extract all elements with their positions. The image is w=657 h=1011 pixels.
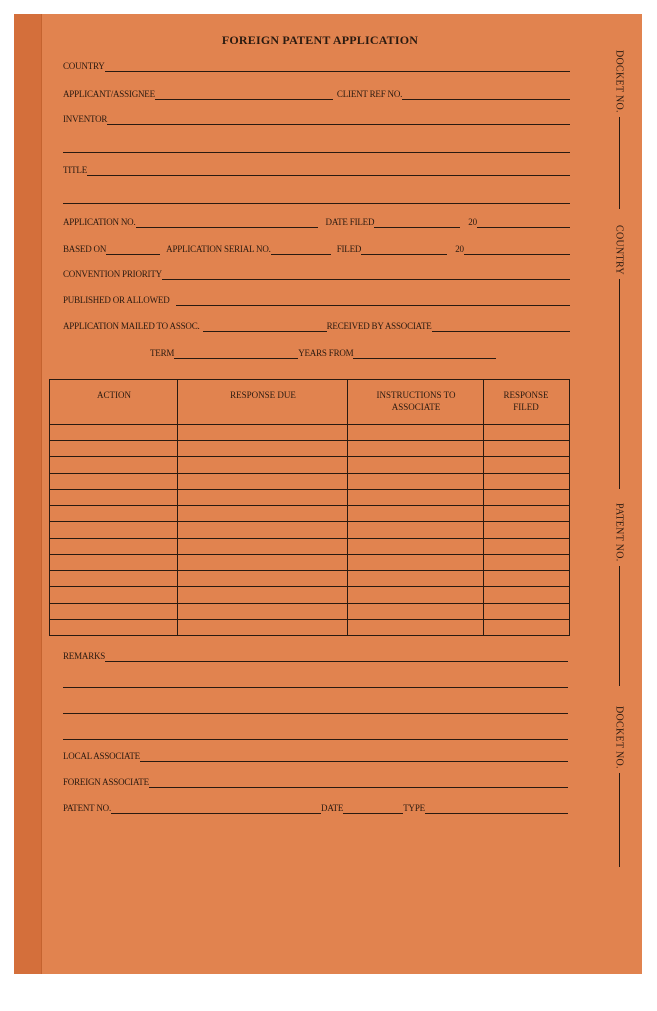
year-prefix-2: 20 xyxy=(455,244,464,254)
application-mailed-blank[interactable] xyxy=(203,320,327,332)
date-filed-label: DATE FILED xyxy=(325,217,375,227)
published-or-allowed-label: PUBLISHED OR ALLOWED xyxy=(63,295,170,305)
application-no-field[interactable] xyxy=(63,216,570,228)
table-column-divider xyxy=(177,380,178,635)
term-blank[interactable] xyxy=(174,347,298,359)
application-no-blank[interactable] xyxy=(136,216,318,228)
side-label-docket-top: DOCKET NO. xyxy=(613,50,625,113)
side-docket-bottom[interactable] xyxy=(612,706,626,876)
client-ref-blank[interactable] xyxy=(402,88,570,100)
side-label-patent-no: PATENT NO. xyxy=(613,503,625,562)
applicant-label: APPLICANT/ASSIGNEE xyxy=(63,89,155,99)
remarks-line[interactable] xyxy=(63,713,568,714)
table-row[interactable] xyxy=(50,603,569,604)
remarks-blank[interactable] xyxy=(105,650,568,662)
received-by-associate-blank[interactable] xyxy=(432,320,570,332)
convention-priority-blank[interactable] xyxy=(162,268,570,280)
date-label: DATE xyxy=(321,803,344,813)
title-field[interactable] xyxy=(63,164,570,176)
form-title: FOREIGN PATENT APPLICATION xyxy=(221,33,419,47)
application-mailed-field[interactable] xyxy=(63,320,570,332)
side-patent-no-line[interactable] xyxy=(619,566,620,686)
application-no-label: APPLICATION NO. xyxy=(63,217,136,227)
patent-no-blank[interactable] xyxy=(111,802,321,814)
based-on-blank[interactable] xyxy=(106,243,160,255)
remarks-line[interactable] xyxy=(63,687,568,688)
table-row[interactable] xyxy=(50,505,569,506)
date-filed-blank[interactable] xyxy=(374,216,460,228)
table-column-divider xyxy=(483,380,484,635)
type-blank[interactable] xyxy=(425,802,568,814)
inventor-field[interactable] xyxy=(63,113,570,125)
action-table xyxy=(49,379,570,636)
local-associate-field[interactable] xyxy=(63,750,568,762)
patent-no-field[interactable] xyxy=(63,802,568,814)
table-row[interactable] xyxy=(50,619,569,620)
applicant-blank[interactable] xyxy=(155,88,333,100)
remarks-line[interactable] xyxy=(63,739,568,740)
side-patent-no[interactable] xyxy=(612,503,626,701)
based-on-label: BASED ON xyxy=(63,244,107,254)
local-associate-blank[interactable] xyxy=(140,750,568,762)
year-prefix-1: 20 xyxy=(468,217,477,227)
title-blank[interactable] xyxy=(87,164,570,176)
published-or-allowed-field[interactable] xyxy=(63,294,570,306)
table-header-action: ACTION xyxy=(97,390,131,400)
side-country[interactable] xyxy=(612,225,626,497)
year-blank-1[interactable] xyxy=(477,216,570,228)
table-row[interactable] xyxy=(50,456,569,457)
filed-label: FILED xyxy=(336,244,362,254)
side-docket-top-line[interactable] xyxy=(619,117,620,209)
years-from-blank[interactable] xyxy=(353,347,496,359)
years-from-label: YEARS FROM xyxy=(298,348,354,358)
application-mailed-label: APPLICATION MAILED TO ASSOC. xyxy=(63,321,200,331)
side-country-line[interactable] xyxy=(619,279,620,489)
inventor-blank[interactable] xyxy=(107,113,570,125)
year-blank-2[interactable] xyxy=(464,243,570,255)
application-serial-no-blank[interactable] xyxy=(271,243,331,255)
application-serial-no-label: APPLICATION SERIAL NO. xyxy=(166,244,271,254)
applicant-field[interactable] xyxy=(63,88,570,100)
table-row[interactable] xyxy=(50,473,569,474)
country-label: COUNTRY xyxy=(63,61,105,71)
inventor-extra-line[interactable] xyxy=(63,152,570,153)
side-docket-bottom-line[interactable] xyxy=(619,773,620,867)
table-header-response-due: RESPONSE DUE xyxy=(230,390,296,400)
table-header-response-filed: RESPONSE FILED xyxy=(503,390,549,412)
foreign-associate-field[interactable] xyxy=(63,776,568,788)
table-row[interactable] xyxy=(50,554,569,555)
table-row[interactable] xyxy=(50,424,569,425)
table-row[interactable] xyxy=(50,489,569,490)
table-column-divider xyxy=(347,380,348,635)
title-label: TITLE xyxy=(63,165,87,175)
type-label: TYPE xyxy=(403,803,425,813)
local-associate-label: LOCAL ASSOCIATE xyxy=(63,751,140,761)
title-extra-line[interactable] xyxy=(63,203,570,204)
remarks-label: REMARKS xyxy=(63,651,106,661)
foreign-associate-label: FOREIGN ASSOCIATE xyxy=(63,777,149,787)
date-blank[interactable] xyxy=(343,802,403,814)
table-row[interactable] xyxy=(50,586,569,587)
inventor-label: INVENTOR xyxy=(63,114,108,124)
table-row[interactable] xyxy=(50,440,569,441)
received-by-associate-label: RECEIVED BY ASSOCIATE xyxy=(326,321,432,331)
filed-blank[interactable] xyxy=(361,243,447,255)
folder-spine xyxy=(14,14,42,974)
table-row[interactable] xyxy=(50,521,569,522)
convention-priority-field[interactable] xyxy=(63,268,570,280)
table-header-instructions: INSTRUCTIONS TO ASSOCIATE xyxy=(376,390,456,412)
client-ref-label: CLIENT REF NO. xyxy=(336,89,403,99)
term-field[interactable] xyxy=(150,347,496,359)
side-label-docket-bottom: DOCKET NO. xyxy=(613,706,625,769)
remarks-field[interactable] xyxy=(63,650,568,662)
table-row[interactable] xyxy=(50,538,569,539)
foreign-associate-blank[interactable] xyxy=(149,776,568,788)
side-docket-top[interactable] xyxy=(612,50,626,222)
convention-priority-label: CONVENTION PRIORITY xyxy=(63,269,162,279)
table-row[interactable] xyxy=(50,570,569,571)
patent-no-label: PATENT NO. xyxy=(63,803,112,813)
side-label-country: COUNTRY xyxy=(613,225,625,275)
based-on-field[interactable] xyxy=(63,243,570,255)
country-blank[interactable] xyxy=(105,60,570,72)
term-label: TERM xyxy=(150,348,175,358)
published-or-allowed-blank[interactable] xyxy=(176,294,571,306)
country-field[interactable] xyxy=(63,60,570,72)
